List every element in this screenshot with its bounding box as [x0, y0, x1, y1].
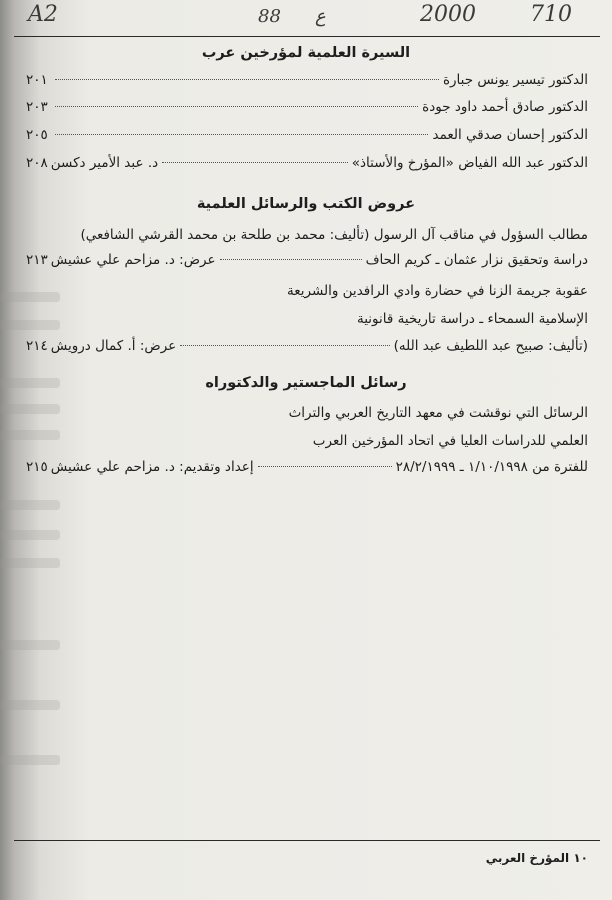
dot-leader [162, 162, 348, 163]
page-number: ٢١٤ [26, 338, 48, 354]
entry-line: مطالب السؤول في مناقب آل الرسول (تأليف: محمد بن طلحة بن محمد القرشي الشافعي) [80, 227, 588, 243]
bleed-through-mark [0, 430, 60, 440]
page-number: ٢٠٨ [26, 155, 48, 171]
entry-title: للفترة من ١/١٠/١٩٩٨ ـ ٢٨/٢/١٩٩٩ [395, 459, 588, 475]
bleed-through-mark [0, 700, 60, 710]
page-number: ٢١٥ [26, 459, 48, 475]
handwritten-note-mid2: ع [315, 6, 326, 27]
page-number: ٢٠٥ [26, 127, 48, 143]
handwritten-note-left: A2 [28, 2, 58, 27]
toc-entry [26, 72, 588, 94]
handwritten-note-mid1: 88 [258, 6, 281, 27]
toc-entry [26, 338, 588, 360]
toc-entry [26, 155, 588, 177]
section-heading-book-reviews: عروض الكتب والرسائل العلمية [196, 196, 416, 212]
toc-entry [26, 127, 588, 149]
bleed-through-mark [0, 530, 60, 540]
bleed-through-mark [0, 320, 60, 330]
entry-line: عقوبة جريمة الزنا في حضارة وادي الرافدين والشريعة [286, 283, 588, 299]
footer-rule [14, 840, 600, 841]
entry-title: (تأليف: صبيح عبد اللطيف عبد الله) [393, 338, 588, 354]
bleed-through-mark [0, 404, 60, 414]
bleed-through-mark [0, 640, 60, 650]
bleed-through-mark [0, 500, 60, 510]
entry-title: الدكتور عبد الله الفياض «المؤرخ والأستاذ» [351, 155, 588, 171]
section-heading-biographies: السيرة العلمية لمؤرخين عرب [201, 45, 411, 61]
entry-reviewer: إعداد وتقديم: د. مزاحم علي عشيش [50, 459, 254, 475]
handwritten-note-right: 710 [530, 2, 572, 27]
dot-leader [180, 345, 389, 346]
dot-leader [55, 79, 439, 80]
toc-entry [26, 99, 588, 121]
entry-reviewer: د. عبد الأمير دكسن [50, 155, 159, 171]
toc-entry [26, 459, 588, 481]
bleed-through-mark [0, 558, 60, 568]
entry-reviewer: عرض: أ. كمال درويش [50, 338, 177, 354]
entry-line: العلمي للدراسات العليا في اتحاد المؤرخين العرب [312, 433, 588, 449]
entry-title: دراسة وتحقيق نزار عثمان ـ كريم الحاف [365, 252, 588, 268]
handwritten-note-mid3: 2000 [420, 2, 476, 27]
bleed-through-mark [0, 292, 60, 302]
page-footer: ١٠ المؤرخ العربي [485, 851, 588, 865]
page-number: ٢٠٣ [26, 99, 48, 115]
dot-leader [55, 106, 418, 107]
section-heading-theses: رسائل الماجستير والدكتوراه [205, 375, 407, 391]
entry-title: الدكتور إحسان صدقي العمد [432, 127, 588, 143]
bleed-through-mark [0, 755, 60, 765]
bleed-through-mark [0, 378, 60, 388]
entry-title: الدكتور صادق أحمد داود جودة [422, 99, 588, 115]
entry-line: الإسلامية السمحاء ـ دراسة تاريخية قانونية [356, 311, 588, 327]
entry-reviewer: عرض: د. مزاحم علي عشيش [50, 252, 216, 268]
dot-leader [55, 134, 429, 135]
toc-entry [26, 252, 588, 274]
entry-title: الدكتور تيسير يونس جبارة [442, 72, 588, 88]
dot-leader [220, 259, 362, 260]
top-rule [14, 36, 600, 37]
page-number: ٢١٣ [26, 252, 48, 268]
entry-line: الرسائل التي نوقشت في معهد التاريخ العربي والتراث [288, 405, 588, 421]
page-number: ٢٠١ [26, 72, 48, 88]
dot-leader [258, 466, 392, 467]
